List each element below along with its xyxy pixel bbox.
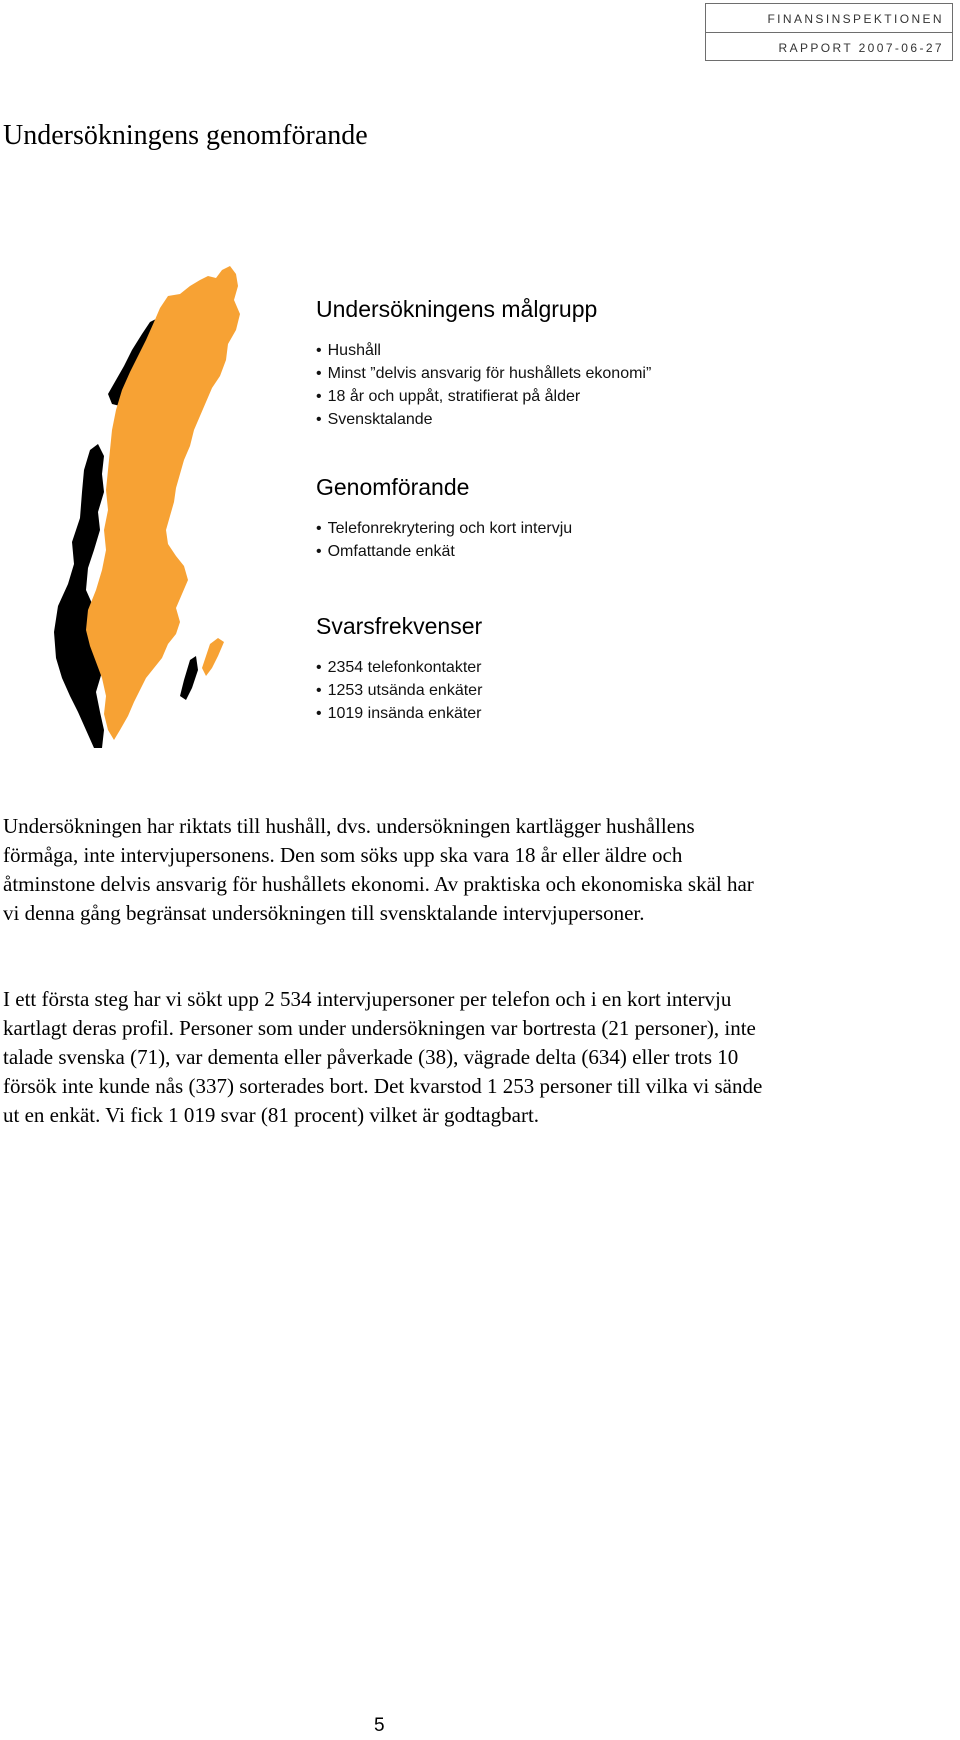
body-paragraph: Undersökningen har riktats till hushåll, dvs. undersökningen kartlägger hushållens förmåga, inte intervjupersonens. Den som söks upp ska vara 18 år eller äldre och åtminstone delvis ansvarig för hushållets ekonomi. Av praktiska och ekonomiska skäl har vi denna gång begränsat undersökningen till svensktalande intervjupersoner. — [3, 814, 754, 925]
bullet-list — [316, 656, 756, 725]
report-date: RAPPORT 2007-06-27 — [706, 32, 952, 61]
page-number: 5 — [374, 1715, 385, 1736]
list-item: • 2354 telefonkontakter — [316, 656, 756, 679]
map-island-gotland — [202, 638, 224, 676]
map-shadow-coast — [180, 656, 198, 700]
list-item: • Svensktalande — [316, 408, 756, 431]
report-header — [705, 3, 953, 61]
section-heading: Genomförande — [316, 474, 470, 500]
list-item: • Hushåll — [316, 339, 756, 362]
target-group-section — [316, 296, 756, 431]
section-heading: Svarsfrekvenser — [316, 613, 483, 639]
map-mainland — [86, 266, 240, 740]
list-item: • 18 år och uppåt, stratifierat på ålder — [316, 385, 756, 408]
survey-summary-panel — [316, 296, 756, 768]
sweden-map-icon — [50, 260, 240, 750]
organization-name: FINANSINSPEKTIONEN — [767, 12, 944, 26]
page-title: Undersökningens genomförande — [3, 120, 368, 151]
list-item: • Telefonrekrytering och kort intervju — [316, 517, 756, 540]
list-item: • Minst ”delvis ansvarig för hushållets ekonomi” — [316, 362, 756, 385]
list-item: • 1019 insända enkäter — [316, 702, 756, 725]
list-item: • 1253 utsända enkäter — [316, 679, 756, 702]
execution-section — [316, 474, 756, 563]
section-heading: Undersökningens målgrupp — [316, 296, 598, 322]
list-item: • Omfattande enkät — [316, 540, 756, 563]
bullet-list — [316, 517, 756, 563]
bullet-list — [316, 339, 756, 431]
response-rates-section — [316, 613, 756, 725]
body-paragraph: I ett första steg har vi sökt upp 2 534 intervjupersoner per telefon och i en kort intervju kartlagt deras profil. Personer som under undersökningen var bortresta (21 personer), inte talade svenska (71), var dementa eller påverkade (38), vägrade delta (634) eller trots 10 försök inte kunde nås (337) sorterades bort. Det kvarstod 1 253 personer till vilka vi sände ut en enkät. Vi fick 1 019 svar (81 procent) vilket är godtagbart. — [3, 987, 763, 1127]
